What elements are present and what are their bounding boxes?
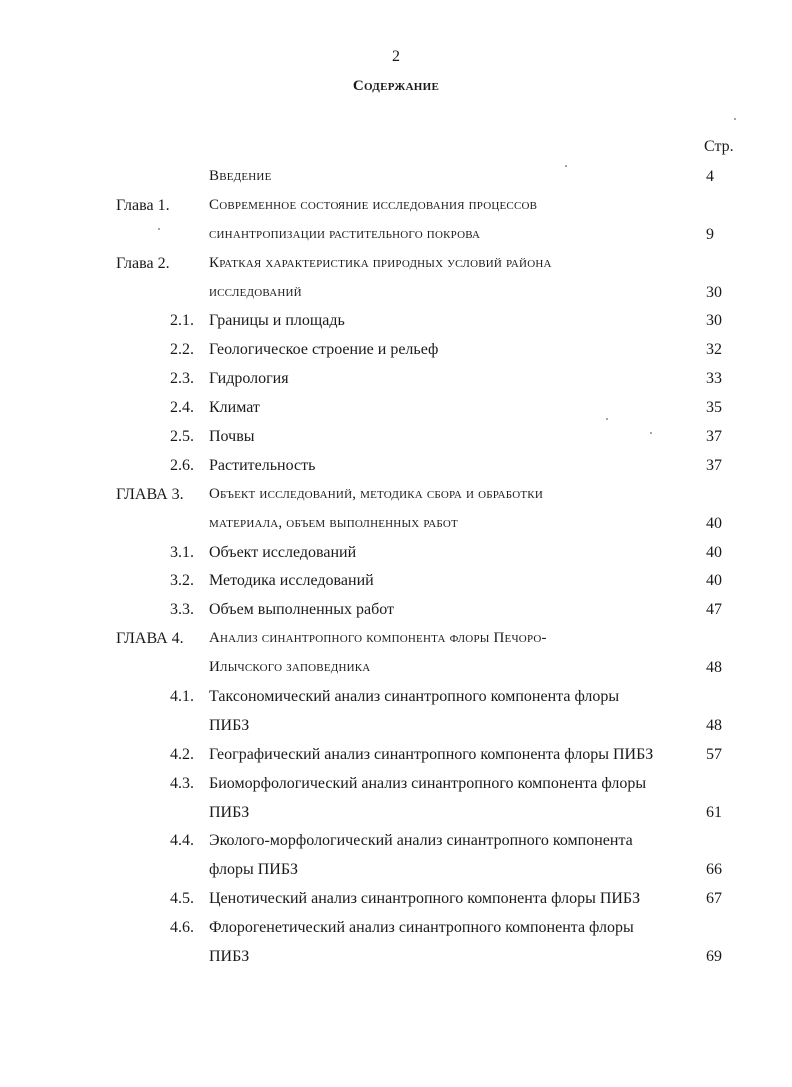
entry-title: Флорогенетический анализ синантропного компонента флоры xyxy=(209,919,634,937)
section-number: 4.6. xyxy=(170,919,194,937)
toc-entry xyxy=(0,857,792,886)
toc-entry xyxy=(0,540,792,569)
section-number: 3.1. xyxy=(170,543,194,561)
entry-title: ПИБЗ xyxy=(209,716,250,734)
chapter-label: Глава 1. xyxy=(116,196,170,214)
toc-entry xyxy=(0,424,792,453)
entry-page: 47 xyxy=(706,601,722,619)
entry-page: 4 xyxy=(706,168,714,185)
table-of-contents xyxy=(0,164,792,973)
toc-entry xyxy=(0,886,792,915)
toc-entry xyxy=(0,944,792,973)
toc-entry xyxy=(0,453,792,482)
entry-title: Эколого-морфологический анализ синантропного компонента xyxy=(209,832,633,850)
entry-title: Анализ синантропного компонента флоры Печоро- xyxy=(209,630,547,647)
entry-title: флоры ПИБЗ xyxy=(209,861,299,879)
toc-entry xyxy=(0,597,792,626)
entry-title: Современное состояние исследования процессов xyxy=(209,196,538,213)
entry-title: материала, объем выполненных работ xyxy=(209,514,458,531)
entry-title: Ценотический анализ синантропного компонента флоры ПИБЗ xyxy=(209,890,641,908)
section-number: 2.1. xyxy=(170,312,194,330)
toc-entry xyxy=(0,655,792,684)
page-column-header: Стр. xyxy=(704,138,734,155)
page-number: 2 xyxy=(392,48,400,65)
entry-page: 48 xyxy=(706,716,722,734)
entry-title: Объем выполненных работ xyxy=(209,601,394,619)
section-number: 4.3. xyxy=(170,774,194,792)
entry-page: 40 xyxy=(706,572,722,590)
toc-entry xyxy=(0,713,792,742)
toc-entry xyxy=(0,337,792,366)
page-title: Содержание xyxy=(352,78,440,94)
toc-entry xyxy=(0,193,792,222)
chapter-label: ГЛАВА 4. xyxy=(116,630,184,648)
entry-title: ПИБЗ xyxy=(209,803,250,821)
section-number: 2.3. xyxy=(170,370,194,388)
toc-entry xyxy=(0,915,792,944)
toc-entry xyxy=(0,626,792,655)
entry-page: 57 xyxy=(706,745,722,763)
entry-title: синантропизации растительного покрова xyxy=(209,225,481,242)
entry-page: 32 xyxy=(706,341,722,359)
entry-title: ПИБЗ xyxy=(209,948,250,966)
entry-title: Таксономический анализ синантропного компонента флоры xyxy=(209,688,620,706)
entry-title: Введение xyxy=(209,168,272,184)
entry-title: Краткая характеристика природных условий района xyxy=(209,254,552,271)
section-number: 3.2. xyxy=(170,572,194,590)
entry-title: Гидрология xyxy=(209,370,289,388)
section-number: 2.6. xyxy=(170,456,194,474)
entry-title: Границы и площадь xyxy=(209,312,345,330)
toc-entry xyxy=(0,684,792,713)
section-number: 2.2. xyxy=(170,341,194,359)
toc-entry xyxy=(0,164,792,193)
entry-page: 69 xyxy=(706,948,722,966)
entry-title: Климат xyxy=(209,399,260,417)
entry-page: 30 xyxy=(706,283,722,301)
toc-entry xyxy=(0,366,792,395)
section-number: 4.4. xyxy=(170,832,194,850)
toc-entry xyxy=(0,828,792,857)
entry-title: Растительность xyxy=(209,456,316,474)
toc-entry xyxy=(0,251,792,280)
entry-title: Географический анализ синантропного компонента флоры ПИБЗ xyxy=(209,745,654,763)
entry-page: 48 xyxy=(706,659,722,677)
toc-entry xyxy=(0,771,792,800)
section-number: 2.4. xyxy=(170,399,194,417)
section-number: 4.1. xyxy=(170,688,194,706)
entry-page: 67 xyxy=(706,890,722,908)
toc-entry xyxy=(0,395,792,424)
section-number: 2.5. xyxy=(170,428,194,446)
toc-entry xyxy=(0,222,792,251)
section-number: 4.2. xyxy=(170,745,194,763)
entry-page: 37 xyxy=(706,428,722,446)
chapter-label: ГЛАВА 3. xyxy=(116,485,184,503)
entry-page: 9 xyxy=(706,225,714,243)
chapter-label: Глава 2. xyxy=(116,254,170,272)
entry-page: 66 xyxy=(706,861,722,879)
entry-page: 40 xyxy=(706,543,722,561)
toc-entry xyxy=(0,742,792,771)
toc-entry xyxy=(0,308,792,337)
toc-entry xyxy=(0,280,792,309)
toc-entry xyxy=(0,482,792,511)
entry-page: 40 xyxy=(706,514,722,532)
entry-page: 33 xyxy=(706,370,722,388)
entry-page: 35 xyxy=(706,399,722,417)
toc-entry xyxy=(0,568,792,597)
toc-entry xyxy=(0,511,792,540)
entry-title: Объект исследований xyxy=(209,543,357,561)
entry-page: 37 xyxy=(706,456,722,474)
entry-title: Почвы xyxy=(209,428,255,446)
entry-title: Методика исследований xyxy=(209,572,374,590)
entry-page: 30 xyxy=(706,312,722,330)
entry-page: 61 xyxy=(706,803,722,821)
entry-title: Геологическое строение и рельеф xyxy=(209,341,439,359)
entry-title: Объект исследований, методика сбора и обработки xyxy=(209,485,543,502)
section-number: 4.5. xyxy=(170,890,194,908)
entry-title: Биоморфологический анализ синантропного компонента флоры xyxy=(209,774,647,792)
toc-entry xyxy=(0,800,792,829)
section-number: 3.3. xyxy=(170,601,194,619)
entry-title: исследований xyxy=(209,283,302,300)
entry-title: Илычского заповедника xyxy=(209,659,371,676)
